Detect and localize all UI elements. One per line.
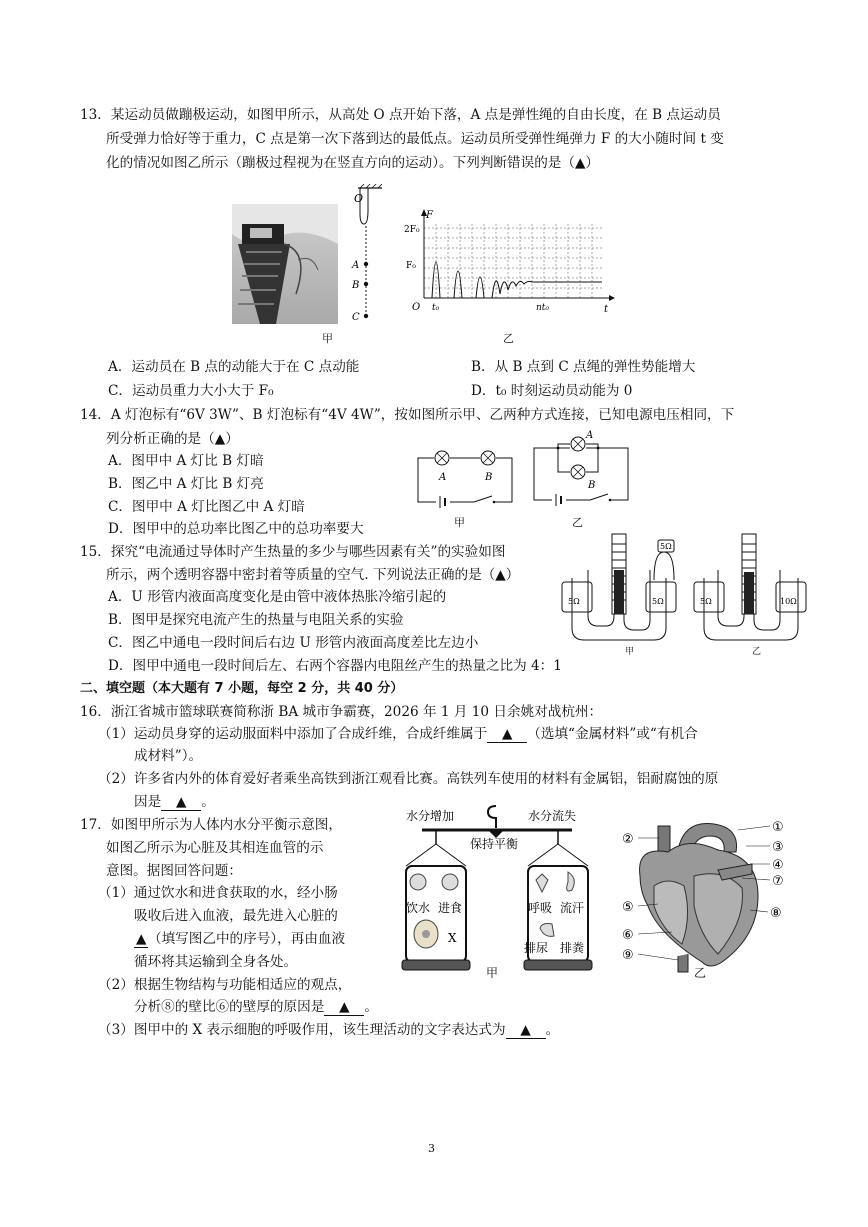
q13-option-c: C．运动员重力大小大于 F₀ [108,383,274,399]
q16-part2-cont: 因是 ▲ 。 [134,794,215,810]
heart-label-3: ③ [772,840,784,855]
q16-part1: （1）运动员身穿的运动服面料中添加了合成纤维，合成纤维属于 ▲ （选填“金属材料”或“有机合 [98,726,698,742]
circuit-yi-label-a: A [586,430,594,441]
heart-label-7: ⑦ [772,874,784,889]
q14-fig-yi-caption: 乙 [572,516,583,529]
q13-option-b: B．从 B 点到 C 点绳的弹性势能增大 [471,359,696,375]
q17-part1-c: ▲ （填写图乙中的序号），再由血液 [136,931,346,947]
graph-origin: O [412,302,421,313]
heart-label-6: ⑥ [622,928,634,943]
hook-icon [488,806,496,828]
page-number: 3 [428,1142,435,1155]
q15-fig-jia-caption: 甲 [625,647,635,657]
q16-part2: （2）许多省内外的体育爱好者乘坐高铁到浙江观看比赛。高铁列车使用的材料有金属铝，铝耐腐蚀的原 [98,771,719,787]
q13-line3: 化的情况如图乙所示（蹦极过程视为在竖直方向的运动）。下列判断错误的是（▲） [106,155,600,171]
q14-option-a: A．图甲中 A 灯比 B 灯暗 [108,453,264,469]
q14-option-b: B．图乙中 A 灯比 B 灯亮 [108,476,264,492]
graph-f0: F₀ [406,261,416,271]
q17-fig-jia-caption: 甲 [486,966,499,980]
heart-label-5: ⑤ [622,900,634,915]
circuit-yi [530,428,634,514]
q17-line1: 17．如图甲所示为人体内水分平衡示意图， [80,817,342,833]
heart-label-8: ⑧ [770,906,782,921]
heart-label-4: ④ [772,858,784,873]
q15-option-c: C．图乙中通电一段时间后右边 U 形管内液面高度差比左边小 [108,635,479,651]
rope-label-c: C [352,312,360,323]
q15-option-a: A．U 形管内液面高度变化是由管中液体热胀冷缩引起的 [108,589,447,605]
q17-part1-b: 吸收后进入血液，最先进入心脏的 [134,908,338,924]
scale-left-label: 水分增加 [406,809,455,823]
graph-axis-f: F [426,210,433,221]
bungee-rope-diagram [340,184,384,324]
resistor-right-jia: 5Ω [652,597,664,606]
q14-fig-jia-caption: 甲 [454,516,465,529]
resistor-left-yi: 5Ω [700,597,712,606]
section-title-fill-in: 二、填空题（本大题有 7 小题，每空 2 分，共 40 分） [80,681,404,696]
q16-answer-blank-1[interactable]: ▲ [487,726,527,743]
q16-answer-blank-2[interactable]: ▲ [161,794,201,811]
scale-feces-label: 排粪 [560,941,585,955]
q14-option-c: C．图甲中 A 灯比图乙中 A 灯暗 [108,499,305,515]
heart-label-1: ① [772,820,784,835]
circuit-jia-label-a: A [439,472,447,483]
rope-label-b: B [352,280,360,291]
q17-part2-a: （2）根据生物结构与功能相适应的观点， [98,977,352,993]
heat-apparatus-yi [692,530,816,652]
q14-option-d: D．图甲中的总功率比图乙中的总功率要大 [108,521,364,537]
q17-part2-b: 分析⑧的壁比⑥的壁厚的原因是 ▲ 。 [134,999,378,1015]
bungee-tower-photo [232,204,338,324]
q15-line1: 15．探究“电流通过导体时产生热量的多少与哪些因素有关”的实验如图 [80,544,506,560]
circuit-yi-label-b: B [588,480,596,491]
heart-label-9: ⑨ [622,948,634,963]
q13-option-d: D．t₀ 时刻运动员动能为 0 [471,383,633,399]
scale-balance-label: 保持平衡 [470,837,519,851]
q14-line2: 列分析正确的是（▲） [106,431,239,447]
scale-right-label: 水分流失 [528,809,577,823]
q15-line2: 所示，两个透明容器中密封着等质量的空气. 下列说法正确的是（▲） [106,567,520,583]
scale-drink-label: 饮水 [406,901,431,915]
force-time-graph [404,206,618,314]
heat-apparatus-jia [558,530,686,652]
drinking-person-icon [410,874,426,890]
q16-line1: 16．浙江省城市篮球联赛简称浙 BA 城市争霸赛，2026 年 1 月 10 日余姚对战杭州： [80,704,603,720]
q15-option-d: D．图甲中通电一段时间后左、右两个容器内电阻丝产生的热量之比为 4：1 [108,658,562,674]
resistor-top-jia: 5Ω [660,542,672,551]
rope-label-a: A [352,260,360,271]
q17-part1-d: 循环将其运输到全身各处。 [134,954,298,970]
resistor-right-yi: 10Ω [780,597,797,606]
q17-answer-blank-3[interactable]: ▲ [506,1022,546,1039]
q17-line3: 意图。据图回答问题： [106,863,242,879]
graph-t0: t₀ [432,303,440,313]
q15-fig-yi-caption: 乙 [752,647,762,657]
q14-line1: 14．A 灯泡标有“6V 3W”、B 灯泡标有“4V 4W”，按如图所示甲、乙两种方式连接，已知电源电压相同，下 [80,407,735,423]
q17-answer-blank-2[interactable]: ▲ [324,999,364,1016]
q17-answer-blank-1[interactable]: ▲ [136,931,147,947]
graph-2f0: 2F₀ [404,225,420,235]
scale-breath-label: 呼吸 [528,901,553,915]
scale-x-label: X [448,931,457,945]
resistor-left-jia: 5Ω [568,597,580,606]
scale-eat-label: 进食 [438,901,463,915]
q17-part1-a: （1）通过饮水和进食获取的水，经小肠 [98,885,338,901]
graph-nt0: nt₀ [536,303,550,313]
q13-line1: 13．某运动员做蹦极运动，如图甲所示，从高处 O 点开始下落，A 点是弹性绳的自由长度，在 B 点运动员 [80,107,721,123]
circuit-jia [412,444,518,514]
q16-part1-cont: 成材料”）。 [134,748,203,764]
q15-option-b: B．图甲是探究电流产生的热量与电阻关系的实验 [108,612,404,628]
eating-person-icon [442,874,458,890]
circuit-jia-label-b: B [485,472,493,483]
q17-fig-yi-caption: 乙 [694,966,707,980]
q17-part3: （3）图甲中的 X 表示细胞的呼吸作用，该生理活动的文字表达式为 ▲ 。 [98,1022,560,1038]
scale-urine-label: 排尿 [524,941,549,955]
q13-fig-yi-caption: 乙 [503,332,514,345]
q13-line2: 所受弹力恰好等于重力，C 点是第一次下落到达的最低点。运动员所受弹性绳弹力 F 的大小随时间 t 变 [106,131,724,147]
rope-label-o: O [354,192,364,205]
q17-line2: 如图乙所示为心脏及其相连血管的示 [106,840,324,856]
heart-diagram [618,816,788,976]
q13-option-a: A．运动员在 B 点的动能大于在 C 点动能 [108,359,360,375]
graph-axis-t: t [604,304,609,314]
scale-sweat-label: 流汗 [560,901,585,915]
water-balance-scale [392,800,602,984]
heart-label-2: ② [622,832,634,847]
q13-fig-jia-caption: 甲 [322,332,333,345]
